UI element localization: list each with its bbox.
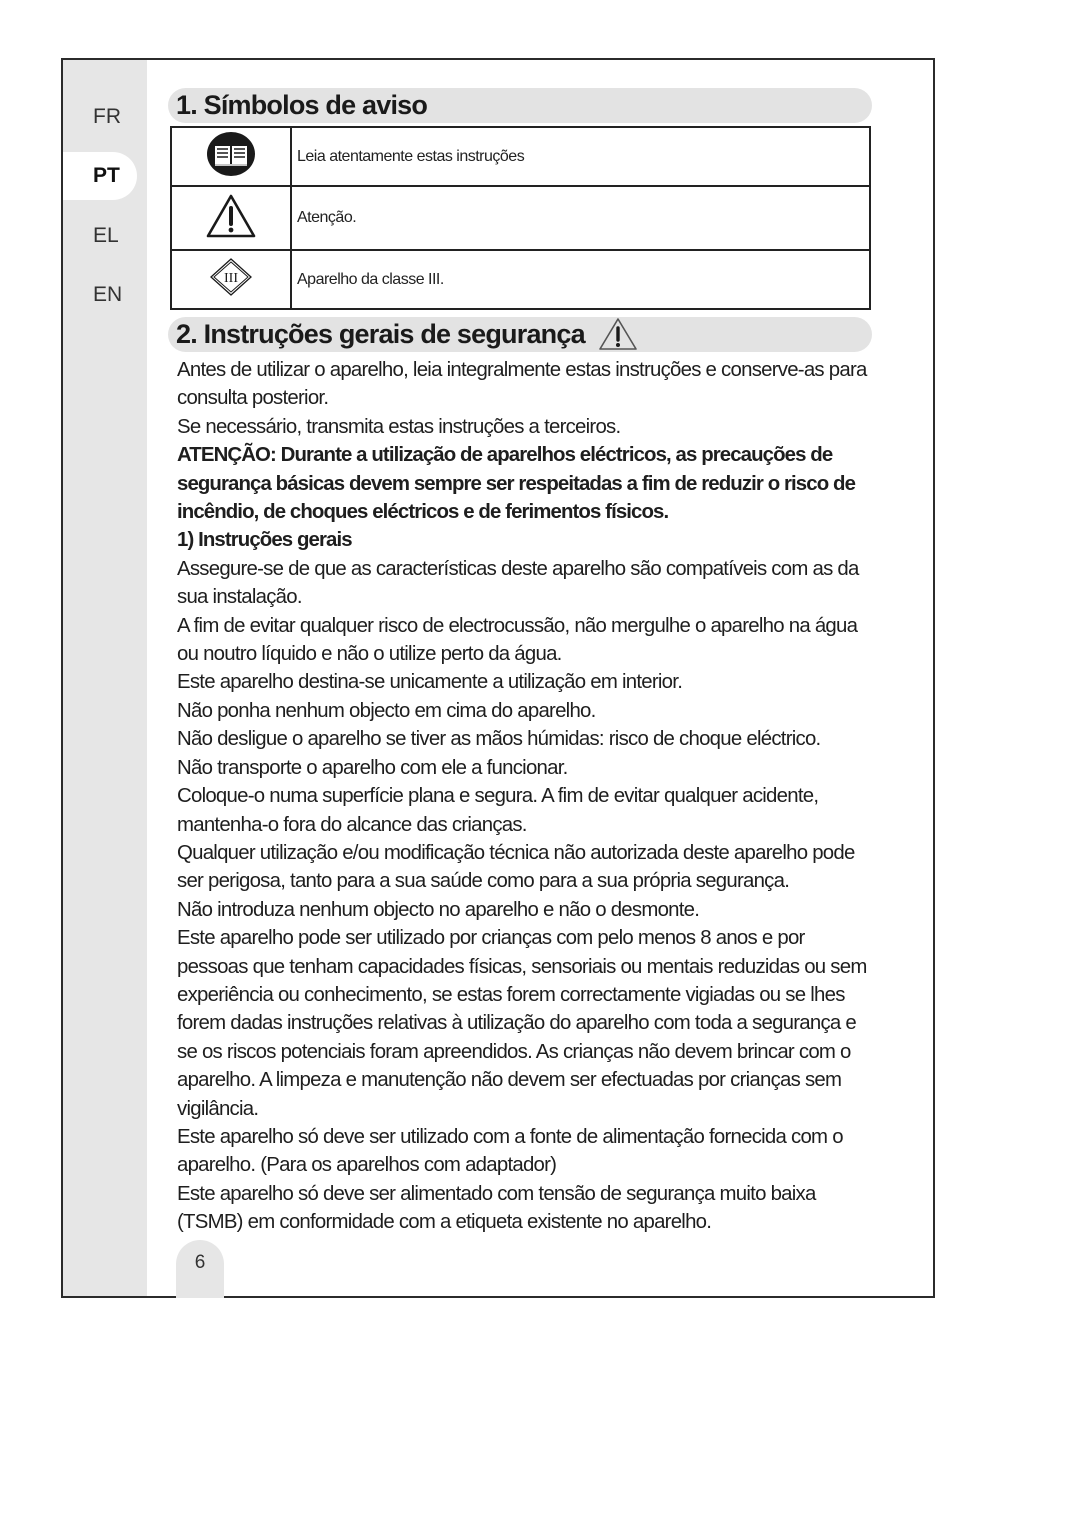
symbol-icon-cell (171, 186, 291, 250)
page-number: 6 (176, 1240, 224, 1298)
language-tab-fr[interactable]: FR (93, 105, 121, 128)
warning-triangle-icon (598, 317, 638, 351)
paragraph: Se necessário, transmita estas instruções a terceiros. (177, 415, 621, 438)
symbol-description: Aparelho da classe III. (291, 250, 870, 309)
bold-paragraph: ATENÇÃO: Durante a utilização de aparelhos eléctricos, as precauções de segurança básicas devem sempre ser respeitadas a fim de reduzir o risco de incêndio, de choques eléctricos e de ferimentos físicos. (177, 444, 856, 524)
language-tab-pt[interactable]: PT (63, 152, 137, 200)
section2-title-wrap (176, 317, 638, 352)
class-iii-label: III (224, 271, 238, 286)
paragraph: A fim de evitar qualquer risco de electrocussão, não mergulhe o aparelho na água ou noutro líquido e não o utilize perto da água. (177, 614, 858, 666)
paragraph: Este aparelho só deve ser alimentado com tensão de segurança muito baixa (TSMB) em conformidade com a etiqueta existente no aparelho. (177, 1182, 816, 1234)
paragraph: Não transporte o aparelho com ele a funcionar. (177, 756, 568, 779)
language-tab-el[interactable]: EL (93, 224, 119, 247)
paragraph: Não ponha nenhum objecto em cima do aparelho. (177, 699, 596, 722)
symbol-row (171, 127, 870, 186)
symbol-icon-cell (171, 127, 291, 186)
section2-heading-bar (168, 317, 872, 352)
section1-title: 1. Símbolos de aviso (176, 90, 428, 120)
paragraph: Coloque-o numa superfície plana e segura. A fim de evitar qualquer acidente, mantenha-o fora do alcance das crianças. (177, 785, 819, 836)
warning-triangle-icon (205, 193, 257, 239)
warning-symbols-table (170, 126, 871, 310)
paragraph: Qualquer utilização e/ou modificação técnica não autorizada deste aparelho pode ser perigosa, tanto para a sua saúde como para a sua própria segurança. (177, 841, 855, 893)
paragraph: Este aparelho pode ser utilizado por crianças com pelo menos 8 anos e por pessoas que tenham capacidades físicas, sensoriais ou mentais reduzidas ou sem experiência ou conhecimento, se estas forem correctamente vigiadas ou se lhes forem dadas instruções relativas à utilização do aparelho com toda a segurança e se os riscos potenciais foram apreendidos. As crianças não devem brincar com o aparelho. A limpeza e manutenção não devem ser efectuadas por crianças sem vigilância. (177, 927, 867, 1120)
paragraph: Este aparelho só deve ser utilizado com a fonte de alimentação fornecida com o aparelho. (Para os aparelhos com adaptador) (177, 1125, 843, 1177)
symbol-row (171, 250, 870, 309)
paragraph: Antes de utilizar o aparelho, leia integralmente estas instruções e conserve-as para consulta posterior. (177, 359, 867, 410)
section2-title: 2. Instruções gerais de segurança (176, 319, 585, 349)
manual-book-icon (206, 131, 256, 177)
paragraph: Não desligue o aparelho se tiver as mãos húmidas: risco de choque eléctrico. (177, 728, 821, 751)
paragraph: Este aparelho destina-se unicamente a utilização em interior. (177, 671, 683, 694)
section1-heading-bar (168, 88, 872, 123)
symbol-icon-cell (171, 250, 291, 309)
section2-body (177, 356, 877, 1237)
paragraph: Não introduza nenhum objecto no aparelho e não o desmonte. (177, 898, 700, 921)
paragraph: Assegure-se de que as características deste aparelho são compatíveis com as da sua instalação. (177, 557, 859, 609)
page-frame (61, 58, 935, 1298)
language-sidebar (63, 60, 147, 1296)
language-tab-en[interactable]: EN (93, 283, 123, 306)
bold-paragraph: 1) Instruções gerais (177, 529, 352, 552)
symbol-description: Atenção. (291, 186, 870, 250)
class-iii-diamond-icon (209, 257, 253, 297)
symbol-row (171, 186, 870, 250)
symbol-description: Leia atentamente estas instruções (291, 127, 870, 186)
